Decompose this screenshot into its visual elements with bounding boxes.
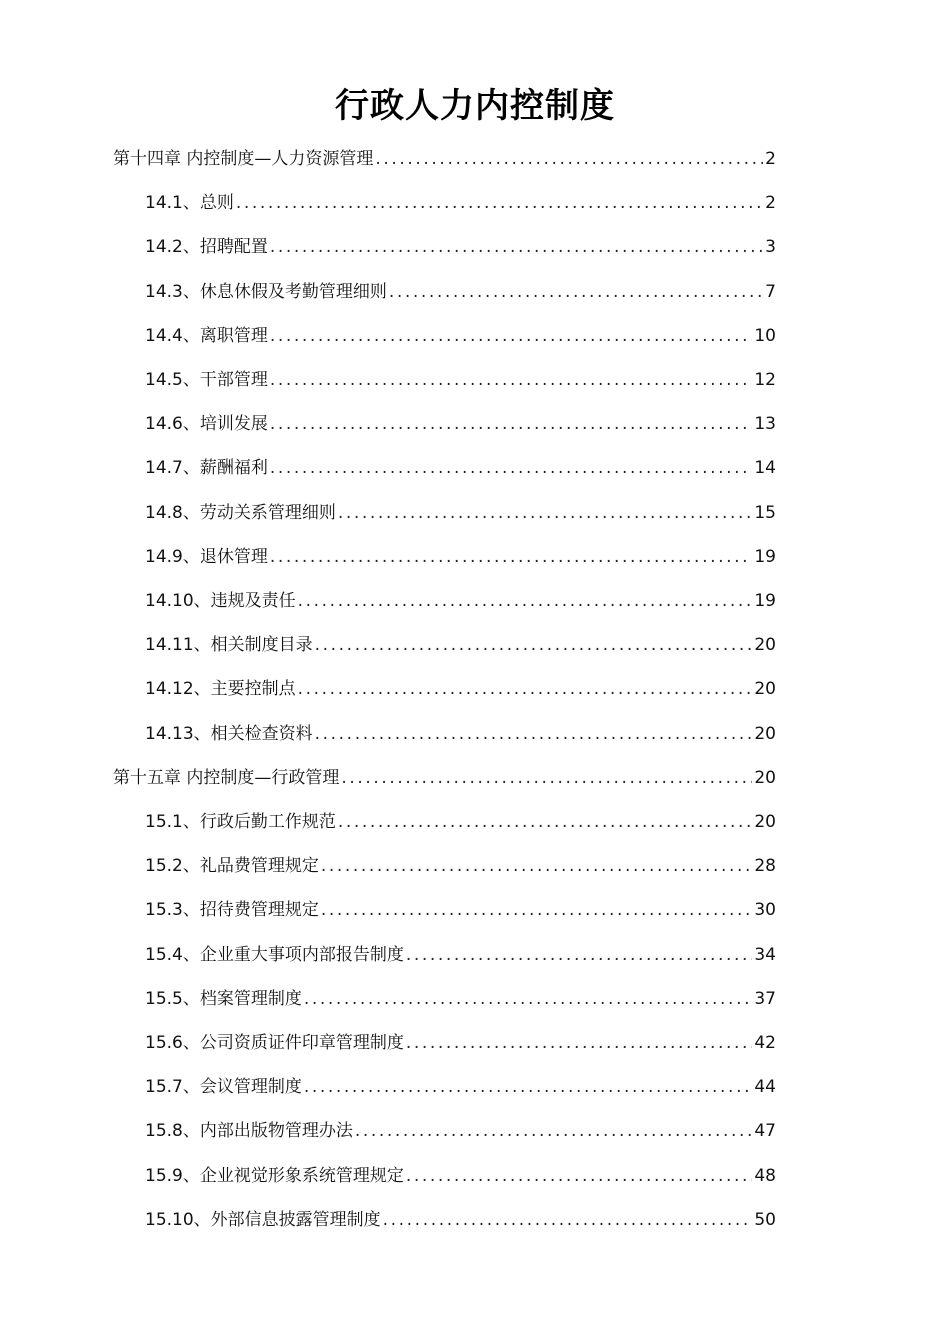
toc-entry-label: 15.5、档案管理制度 [145,989,302,1009]
toc-entry-label: 14.5、干部管理 [145,370,268,390]
toc-section-entry[interactable] [145,234,776,260]
toc-page-number: 28 [754,856,776,876]
toc-section-entry[interactable] [145,367,776,393]
toc-entry-label: 15.7、会议管理制度 [145,1077,302,1097]
toc-section-entry[interactable] [145,721,776,747]
toc-entry-label: 14.13、相关检查资料 [145,724,313,744]
toc-entry-label: 15.1、行政后勤工作规范 [145,812,336,832]
toc-section-entry[interactable] [145,632,776,658]
toc-section-entry[interactable] [145,1163,776,1189]
toc-section-entry[interactable] [145,1030,776,1056]
toc-dot-leader [321,897,753,923]
toc-dot-leader [375,146,763,172]
toc-dot-leader [321,853,753,879]
toc-section-entry[interactable] [145,455,776,481]
toc-page-number: 50 [754,1210,776,1230]
toc-entry-label: 14.2、招聘配置 [145,237,268,257]
toc-entry-label: 15.4、企业重大事项内部报告制度 [145,945,404,965]
toc-page-number: 20 [754,679,776,699]
toc-section-entry[interactable] [145,986,776,1012]
toc-dot-leader [341,765,752,791]
toc-section-entry[interactable] [145,588,776,614]
toc-dot-leader [304,986,753,1012]
toc-section-entry[interactable] [145,323,776,349]
toc-dot-leader [236,190,763,216]
toc-chapter-entry[interactable] [113,146,776,172]
toc-dot-leader [270,367,753,393]
toc-dot-leader [298,588,753,614]
toc-section-entry[interactable] [145,853,776,879]
toc-entry-label: 14.4、离职管理 [145,326,268,346]
toc-page-number: 20 [754,812,776,832]
toc-dot-leader [270,544,753,570]
toc-dot-leader [338,500,753,526]
toc-section-entry[interactable] [145,809,776,835]
toc-page-number: 2 [765,149,776,169]
toc-entry-label: 14.9、退休管理 [145,547,268,567]
toc-entry-label: 14.7、薪酬福利 [145,458,268,478]
toc-page-number: 34 [754,945,776,965]
toc-entry-label: 14.1、总则 [145,193,234,213]
toc-page-number: 15 [754,503,776,523]
toc-entry-label: 15.2、礼品费管理规定 [145,856,319,876]
toc-entry-label: 14.11、相关制度目录 [145,635,313,655]
toc-section-entry[interactable] [145,1207,776,1233]
toc-section-entry[interactable] [145,942,776,968]
toc-page-number: 44 [754,1077,776,1097]
toc-entry-label: 15.8、内部出版物管理办法 [145,1121,353,1141]
toc-page-number: 19 [754,547,776,567]
toc-section-entry[interactable] [145,190,776,216]
toc-section-entry[interactable] [145,1118,776,1144]
toc-entry-label: 14.6、培训发展 [145,414,268,434]
toc-page-number: 42 [754,1033,776,1053]
toc-entry-label: 14.10、违规及责任 [145,591,296,611]
toc-dot-leader [406,942,753,968]
toc-entry-label: 15.3、招待费管理规定 [145,900,319,920]
toc-dot-leader [383,1207,753,1233]
toc-page-number: 2 [765,193,776,213]
toc-entry-label: 15.9、企业视觉形象系统管理规定 [145,1166,404,1186]
toc-dot-leader [406,1030,753,1056]
toc-dot-leader [304,1074,753,1100]
toc-dot-leader [298,676,753,702]
toc-dot-leader [355,1118,753,1144]
toc-entry-label: 第十五章 内控制度—行政管理 [113,768,340,788]
toc-dot-leader [270,323,753,349]
toc-entry-label: 15.6、公司资质证件印章管理制度 [145,1033,404,1053]
toc-section-entry[interactable] [145,411,776,437]
toc-entry-label: 14.8、劳动关系管理细则 [145,503,336,523]
toc-dot-leader [315,632,753,658]
toc-page-number: 13 [754,414,776,434]
toc-section-entry[interactable] [145,897,776,923]
toc-entry-label: 14.3、休息休假及考勤管理细则 [145,282,387,302]
toc-page-number: 3 [765,237,776,257]
toc-entry-label: 15.10、外部信息披露管理制度 [145,1210,381,1230]
toc-page-number: 7 [765,282,776,302]
toc-dot-leader [315,721,753,747]
toc-chapter-entry[interactable] [113,765,776,791]
toc-page-number: 12 [754,370,776,390]
toc-section-entry[interactable] [145,544,776,570]
toc-dot-leader [389,279,763,305]
toc-page-number: 19 [754,591,776,611]
toc-page-number: 20 [754,768,776,788]
toc-dot-leader [270,234,763,260]
toc-page-number: 47 [754,1121,776,1141]
toc-page-number: 30 [754,900,776,920]
toc-page-number: 20 [754,635,776,655]
toc-dot-leader [406,1163,753,1189]
toc-dot-leader [270,455,753,481]
toc-dot-leader [270,411,753,437]
toc-page-number: 14 [754,458,776,478]
toc-section-entry[interactable] [145,279,776,305]
toc-section-entry[interactable] [145,676,776,702]
toc-page-number: 37 [754,989,776,1009]
toc-dot-leader [338,809,753,835]
toc-section-entry[interactable] [145,1074,776,1100]
toc-page-number: 20 [754,724,776,744]
toc-entry-label: 14.12、主要控制点 [145,679,296,699]
document-title: 行政人力内控制度 [335,86,615,126]
toc-entry-label: 第十四章 内控制度—人力资源管理 [113,149,374,169]
toc-page-number: 10 [754,326,776,346]
toc-section-entry[interactable] [145,500,776,526]
toc-page-number: 48 [754,1166,776,1186]
